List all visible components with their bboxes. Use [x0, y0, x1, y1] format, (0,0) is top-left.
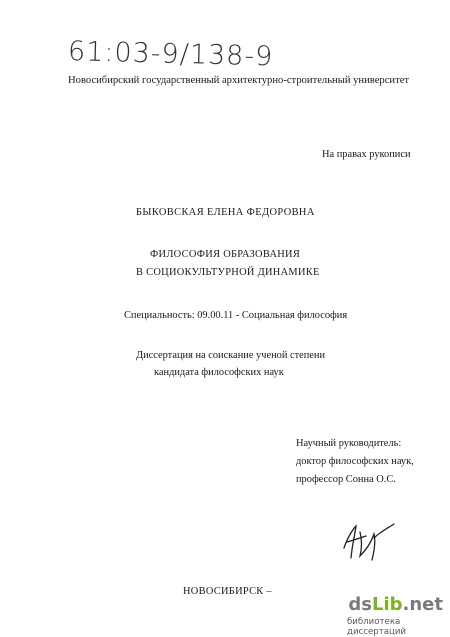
supervisor-degree: доктор философских наук,: [296, 456, 414, 467]
city-year: НОВОСИБИРСК –: [183, 586, 272, 597]
dissertation-degree-line-2: кандидата философских наук: [154, 367, 284, 378]
dissertation-degree-line-1: Диссертация на соискание ученой степени: [136, 350, 326, 361]
logo-text: [348, 594, 443, 615]
handwritten-signature: [338, 518, 400, 562]
handwritten-archive-code: 61:03-9/138-9: [67, 36, 274, 73]
university-name: Новосибирский государственный архитектурно-строительный университет: [68, 75, 410, 86]
supervisor-label: Научный руководитель:: [296, 438, 402, 449]
logo-caption: библиотека диссертаций: [347, 617, 407, 637]
thesis-title-line-1: ФИЛОСОФИЯ ОБРАЗОВАНИЯ: [150, 249, 301, 260]
thesis-title-line-2: В СОЦИОКУЛЬТУРНОЙ ДИНАМИКЕ: [136, 267, 320, 278]
logo-prefix: ds: [348, 594, 372, 615]
logo-accent: Lib: [372, 594, 403, 615]
supervisor-name: профессор Сонна О.С.: [296, 474, 396, 485]
rights-note: На правах рукописи: [322, 149, 411, 160]
logo-suffix: .net: [402, 594, 443, 615]
specialty-line: Специальность: 09.00.11 - Социальная философия: [124, 310, 348, 321]
dslib-watermark-logo: [347, 594, 447, 637]
author-name: БЫКОВСКАЯ ЕЛЕНА ФЕДОРОВНА: [136, 207, 315, 218]
